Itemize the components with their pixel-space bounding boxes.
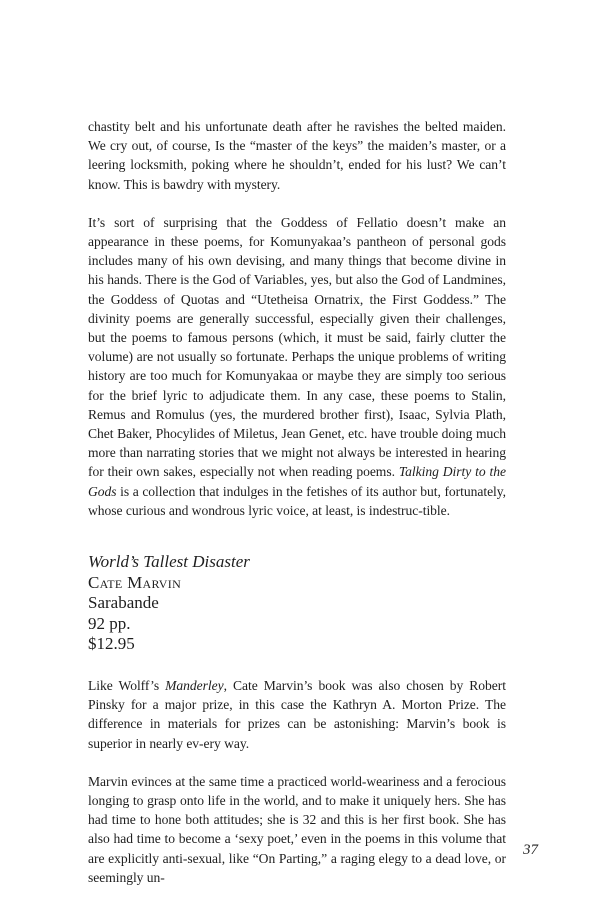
book-title: World’s Tallest Disaster [88,552,250,572]
paragraph-gods [88,213,506,520]
book-author: Cate Marvin [88,572,182,592]
paragraph-bawdry: chastity belt and his unfortunate death after he ravishes the belted maiden. We cry out, of course, Is the “master of the keys” the maiden’s master, or a leering locksmith, poking where he shouldn’t, ended for his lust? We can’t know. This is bawdry with mystery. [88,119,506,192]
paragraph-prize [88,676,506,753]
book-title-manderley: Manderley [165,678,224,694]
page-number: 37 [523,842,538,858]
book-title-talking-dirty: Talking Dirty to the Gods [88,464,506,499]
page-body [88,117,506,887]
paragraph-gods-ending: is a collection that indulges in the fetishes of its author but, fortunately, whose curious and wondrous lyric voice, at least, is indestruc-tible. [88,483,506,518]
book-price: $12.95 [88,634,135,654]
paragraph-marvin: Marvin evinces at the same time a practiced world-weariness and a ferocious longing to grasp onto life in the world, and to make it uniquely hers. She has had time to hone both attitudes; she is 32 and this is her first book. She has also had time to become a ‘sexy poet,’ even in the poems in this volume that are explicitly anti-sexual, like “On Parting,” a raging elegy to a dead love, or seemingly un- [88,773,506,885]
book-listing [88,552,506,655]
paragraph-gods-text: It’s sort of surprising that the Goddess of Fellatio doesn’t make an appearance in these poems, for Komunyakaa’s pantheon of personal gods includes many of his own devising, and many things that become divine in his hands. There is the God of Variables, yes, but also the God of Landmines, the Goddess of Quotas and “Utetheisa Ornatrix, the First Goddess.” The divinity poems are generally successful, especially given their challenges, but the poems to famous persons (which, it must be said, fairly clutter the volume) are not usually so fortunate. Perhaps the unique problems of writing history are too much for Komunyakaa or maybe they are simply too serious for the brief lyric to adjudicate them. In any case, these poems to Stalin, Remus and Romulus (yes, the murdered brother first), Isaac, Sylvia Plath, Chet Baker, Phocylides of Miletus, Jean Genet, etc. have trouble doing much more than narrating stories that we might not always be interested in hearing for their own sakes, especially not when reading poems. [88,214,506,480]
book-pages: 92 pp. [88,613,131,633]
paragraph-prize-start: Like Wolff’s [88,678,166,694]
paragraph-prize-rest: , Cate Marvin’s book was also chosen by Robert Pinsky for a major prize, in this case the Kathryn A. Morton Prize. The difference in materials for prizes can be astonishing: Marvin’s book is superior in nearly ev-ery way. [88,678,506,751]
book-publisher: Sarabande [88,593,159,613]
